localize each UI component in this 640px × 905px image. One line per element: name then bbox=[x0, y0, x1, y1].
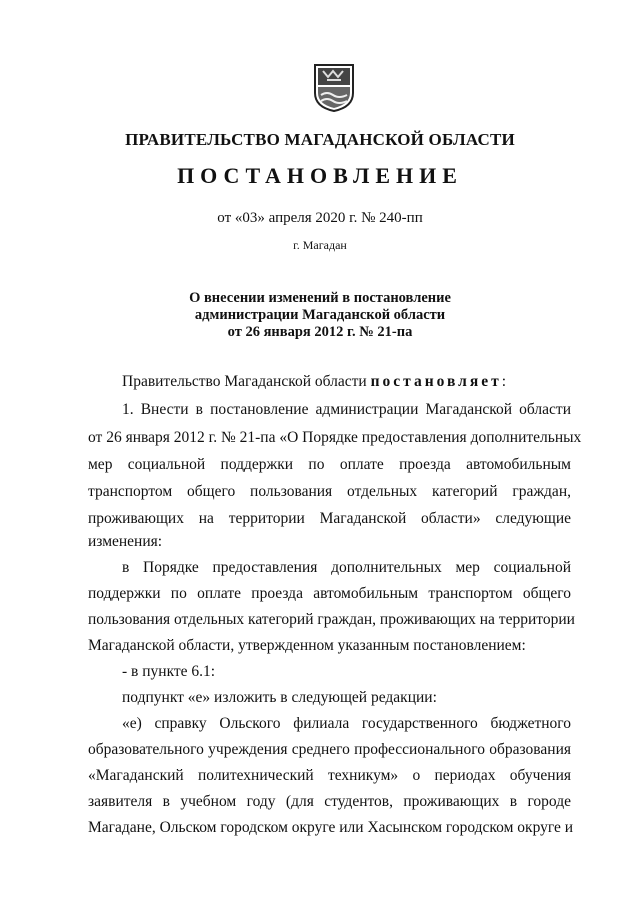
body-line: 1. Внести в постановление администрации Магаданской области bbox=[122, 401, 571, 418]
body-line: заявителя в учебном году (для студентов, проживающих в городе bbox=[88, 793, 571, 810]
body-line: от 26 января 2012 г. № 21-па «О Порядке предоставления дополнительных bbox=[88, 429, 582, 446]
body-line: Магаданской области, утвержденном указанным постановлением: bbox=[88, 637, 526, 654]
title-line: от 26 января 2012 г. № 21-па bbox=[227, 324, 413, 340]
intro-colon: : bbox=[501, 373, 507, 390]
body-line: «е) справку Ольского филиала государственного бюджетного bbox=[122, 715, 571, 732]
body-line: изменения: bbox=[88, 533, 163, 550]
document-type: ПОСТАНОВЛЕНИЕ bbox=[177, 163, 463, 188]
coat-of-arms-emblem bbox=[313, 63, 355, 113]
body-line: поддержки по оплате проезда автомобильным транспортом общего bbox=[88, 585, 571, 602]
body-line: - в пункте 6.1: bbox=[122, 663, 216, 680]
body-line: в Порядке предоставления дополнительных мер социальной bbox=[122, 559, 571, 576]
document-city: г. Магадан bbox=[293, 238, 347, 252]
body-line: пользования отдельных категорий граждан, проживающих на территории bbox=[88, 611, 575, 628]
body-line: подпункт «е» изложить в следующей редакции: bbox=[122, 689, 437, 706]
intro-resolves: постановляет bbox=[370, 373, 502, 390]
organization-name: ПРАВИТЕЛЬСТВО МАГАДАНСКОЙ ОБЛАСТИ bbox=[125, 130, 515, 149]
document-date-number: от «03» апреля 2020 г. № 240-пп bbox=[217, 210, 423, 226]
body-line: «Магаданский политехнический техникум» о периодах обучения bbox=[88, 767, 571, 784]
body-line: образовательного учреждения среднего профессионального образования bbox=[88, 741, 571, 758]
title-line: О внесении изменений в постановление bbox=[189, 290, 451, 306]
document-title bbox=[0, 290, 640, 341]
title-line: администрации Магаданской области bbox=[194, 307, 446, 323]
body-line: проживающих на территории Магаданской области» следующие bbox=[88, 510, 571, 527]
body-line: Магадане, Ольском городском округе или Хасынском городском округе и bbox=[88, 819, 574, 836]
body-line: транспортом общего пользования отдельных категорий граждан, bbox=[88, 483, 571, 500]
body-line: мер социальной поддержки по оплате проезда автомобильным bbox=[88, 456, 571, 473]
intro-paragraph bbox=[122, 372, 506, 392]
intro-text: Правительство Магаданской области bbox=[122, 373, 371, 390]
